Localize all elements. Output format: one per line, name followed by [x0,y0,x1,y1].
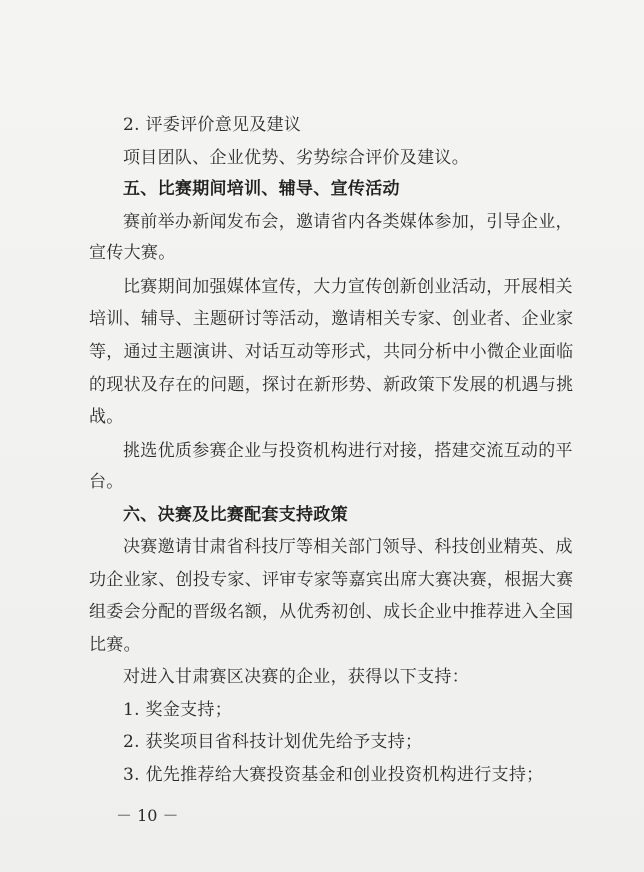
list-item-tech-plan-support: 2. 获奖项目省科技计划优先给予支持； [123,732,423,752]
paragraph-line: 决赛邀请甘肃省科技厅等相关部门领导、科技创业精英、成 [123,537,573,557]
paragraph-line: 比赛期间加强媒体宣传，大力宣传创新创业活动，开展相关 [123,277,573,297]
page-number: － 10 － [116,806,179,825]
section-heading-6: 六、决赛及比赛配套支持政策 [123,505,348,525]
paragraph-line: 比赛。 [89,635,141,655]
paragraph-line: 组委会分配的晋级名额，从优秀初创、成长企业中推荐进入全国 [89,602,574,622]
paragraph-line: 台。 [89,472,124,492]
section-heading-5: 五、比赛期间培训、辅导、宣传活动 [123,179,400,199]
paragraph-line: 对进入甘肃赛区决赛的企业，获得以下支持： [123,667,469,687]
paragraph-line: 功企业家、创投专家、评审专家等嘉宾出席大赛决赛，根据大赛 [89,570,574,590]
paragraph-line: 宣传大赛。 [89,243,176,263]
paragraph-line: 战。 [89,407,124,427]
paragraph-line: 等，通过主题演讲、对话互动等形式，共同分析中小微企业面临 [89,342,574,362]
paragraph-line: 培训、辅导、主题研讨等活动，邀请相关专家、创业者、企业家 [89,309,574,329]
list-item-evaluation-opinions: 2. 评委评价意见及建议 [123,115,302,135]
list-item-prize-support: 1. 奖金支持； [123,700,233,720]
paragraph-line: 的现状及存在的问题，探讨在新形势、新政策下发展的机遇与挑 [89,375,574,395]
paragraph-evaluation-detail: 项目团队、企业优势、劣势综合评价及建议。 [123,148,469,168]
paragraph-line: 挑选优质参赛企业与投资机构进行对接，搭建交流互动的平 [123,441,573,461]
paragraph-line: 赛前举办新闻发布会，邀请省内各类媒体参加，引导企业， [123,212,573,232]
list-item-investment-support: 3. 优先推荐给大赛投资基金和创业投资机构进行支持； [123,765,544,785]
